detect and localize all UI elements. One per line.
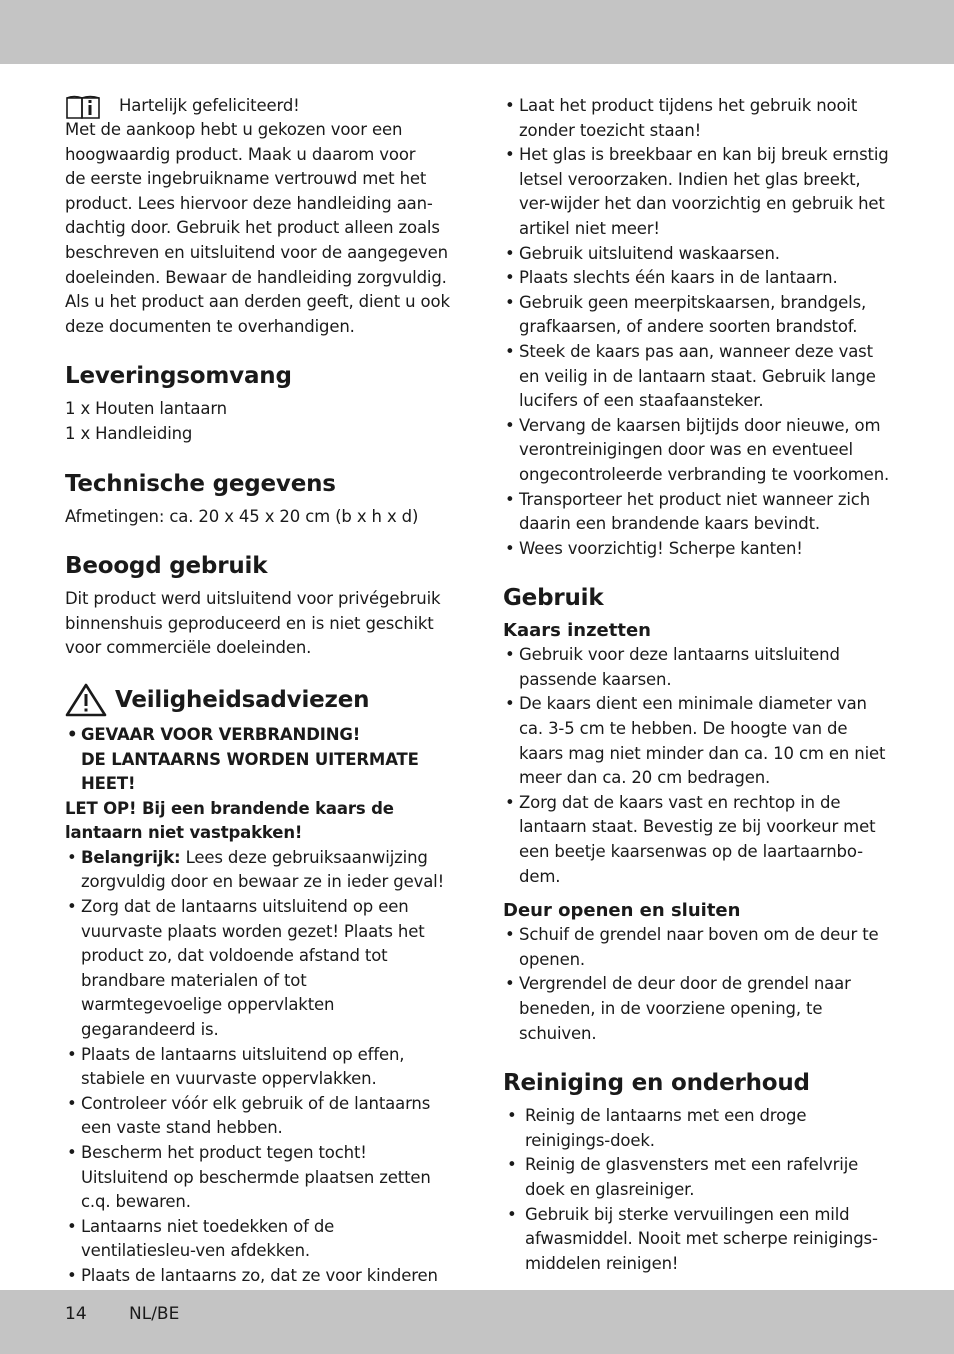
- intro-line: Als u het product aan derden geeft, dient u ook: [65, 292, 450, 312]
- right-column: [503, 94, 893, 1276]
- safety-item: • Lantaarns niet toedekken of de ventilatiesleu-ven afdekken.: [65, 1215, 450, 1264]
- belangrijk-label: Belangrijk:: [81, 847, 181, 867]
- technisch-text: Afmetingen: ca. 20 x 45 x 20 cm (b x h x d): [65, 506, 419, 526]
- safety-item: • Vervang de kaarsen bijtijds door nieuwe, om verontreinigingen door was en eventueel ongecontroleerde verbranding te voorkomen.: [503, 414, 893, 488]
- deur-subheading: Deur openen en sluiten: [503, 900, 741, 922]
- levering-heading: Leveringsomvang: [65, 363, 292, 390]
- danger-line: GEVAAR VOOR VERBRANDING!: [81, 724, 361, 744]
- kaars-item: • De kaars dient een minimale diameter van ca. 3-5 cm te hebben. De hoogte van de kaars mag niet minder dan ca. 10 cm en niet meer dan ca. 20 cm bedragen.: [503, 692, 893, 790]
- kaars-list: [503, 643, 893, 889]
- safety-item: • Plaats de lantaarns uitsluitend op effen, stabiele en vuurvaste oppervlakken.: [65, 1043, 450, 1092]
- letop-line: lantaarn niet vastpakken!: [65, 823, 303, 843]
- intro-line: dachtig door. Gebruik het product alleen zoals: [65, 218, 440, 238]
- safety-item: • Plaats de lantaarns zo, dat ze voor kinderen: [65, 1264, 450, 1313]
- reiniging-item: • Gebruik bij sterke vervuilingen een mild afwasmiddel. Nooit met scherpe reinigings-middelen reinigen!: [503, 1203, 893, 1277]
- safety-item: • Laat het product tijdens het gebruik nooit zonder toezicht staan!: [503, 94, 893, 143]
- deur-list: [503, 923, 893, 1046]
- intro-line: deze documenten te overhandigen.: [65, 316, 355, 336]
- levering-item: 1 x Houten lantaarn: [65, 399, 227, 419]
- veiligheid-title: Veiligheidsadviezen: [115, 686, 370, 713]
- levering-item: 1 x Handleiding: [65, 423, 193, 443]
- intro-line: Met de aankoop hebt u gekozen voor een: [65, 120, 403, 139]
- page-number: 14: [65, 1304, 87, 1324]
- technisch-heading: Technische gegevens: [65, 470, 336, 497]
- beoogd-line: binnenshuis geproduceerd en is niet geschikt: [65, 613, 434, 633]
- danger-line: DE LANTAARNS WORDEN UITERMATE: [81, 749, 419, 769]
- safety-item: • Plaats slechts één kaars in de lantaarn.: [503, 266, 893, 291]
- safety-item: • Bescherm het product tegen tocht! Uitsluitend op beschermde plaatsen zetten c.q. bewaren.: [65, 1141, 450, 1215]
- kaars-subheading: Kaars inzetten: [503, 620, 651, 642]
- intro-line: product. Lees hiervoor deze handleiding aan-: [65, 193, 433, 213]
- safety-item-belangrijk: [65, 846, 450, 895]
- danger-list: [65, 723, 450, 797]
- gebruik-heading: Gebruik: [503, 585, 604, 612]
- left-column: [65, 94, 450, 1313]
- beoogd-heading: Beoogd gebruik: [65, 553, 268, 580]
- safety-item: • Het glas is breekbaar en kan bij breuk ernstig letsel veroorzaken. Indien het glas breekt, ver-wijder het dan voorzichtig en gebruik het artikel niet meer!: [503, 143, 893, 241]
- reiniging-item: • Reinig de glasvensters met een rafelvrije doek en glasreiniger.: [503, 1153, 893, 1202]
- safety-list-left: [65, 846, 450, 1313]
- intro-line: de eerste ingebruikname vertrouwd met het: [65, 169, 427, 189]
- safety-item: • Wees voorzichtig! Scherpe kanten!: [503, 537, 893, 562]
- reiniging-item: • Reinig de lantaarns met een droge reinigings-doek.: [503, 1104, 893, 1153]
- belangrijk-text: Lees deze gebruiksaanwijzing zorgvuldig door en bewaar ze in ieder geval!: [81, 847, 445, 892]
- safety-item: • Gebruik uitsluitend waskaarsen.: [503, 242, 893, 267]
- reiniging-heading: Reiniging en onderhoud: [503, 1070, 810, 1097]
- kaars-item: • Zorg dat de kaars vast en rechtop in de lantaarn staat. Bevestig ze bij voorkeur met een beetje kaarsenwas op de laartaarnbo-dem.: [503, 791, 893, 889]
- warning-triangle-icon: [65, 683, 107, 717]
- kaars-item: • Gebruik voor deze lantaarns uitsluitend passende kaarsen.: [503, 643, 893, 692]
- danger-line: HEET!: [81, 774, 136, 794]
- info-book-icon: [65, 94, 101, 120]
- safety-item: • Zorg dat de lantaarns uitsluitend op een vuurvaste plaats worden gezet! Plaats het product zo, dat voldoende afstand tot brandbare materialen of tot warmtegevoelige oppervlakten gegarandeerd is.: [65, 895, 450, 1043]
- beoogd-line: voor commerciële doeleinden.: [65, 638, 312, 658]
- letop-line: LET OP! Bij een brandende kaars de: [65, 798, 394, 818]
- intro-greeting: Hartelijk gefeliciteerd!: [119, 96, 300, 115]
- safety-item: • Steek de kaars pas aan, wanneer deze vast en veilig in de lantaarn staat. Gebruik lange lucifers of een staafaansteker.: [503, 340, 893, 414]
- intro-greeting-row: [65, 94, 450, 118]
- safety-item: • Transporteer het product niet wanneer zich daarin een brandende kaars bevindt.: [503, 488, 893, 537]
- header-bar: [0, 0, 954, 64]
- reiniging-list: [503, 1104, 893, 1276]
- intro-line: doeleinden. Bewaar de handleiding zorgvuldig.: [65, 267, 447, 287]
- danger-item: [65, 723, 450, 797]
- safety-item: • Controleer vóór elk gebruik of de lantaarns een vaste stand hebben.: [65, 1092, 450, 1141]
- safety-item: • Gebruik geen meerpitskaarsen, brandgels, grafkaarsen, of andere soorten brandstof.: [503, 291, 893, 340]
- deur-item: • Schuif de grendel naar boven om de deur te openen.: [503, 923, 893, 972]
- intro-line: hoogwaardig product. Maak u daarom voor: [65, 144, 416, 164]
- intro-line: beschreven en uitsluitend voor de aangegeven: [65, 242, 448, 262]
- beoogd-line: Dit product werd uitsluitend voor privégebruik: [65, 589, 441, 609]
- language-code: NL/BE: [129, 1304, 180, 1324]
- veiligheid-heading: [65, 683, 450, 717]
- deur-item: • Vergrendel de deur door de grendel naar beneden, in de voorziene opening, te schuiven.: [503, 972, 893, 1046]
- safety-list-right: [503, 94, 893, 561]
